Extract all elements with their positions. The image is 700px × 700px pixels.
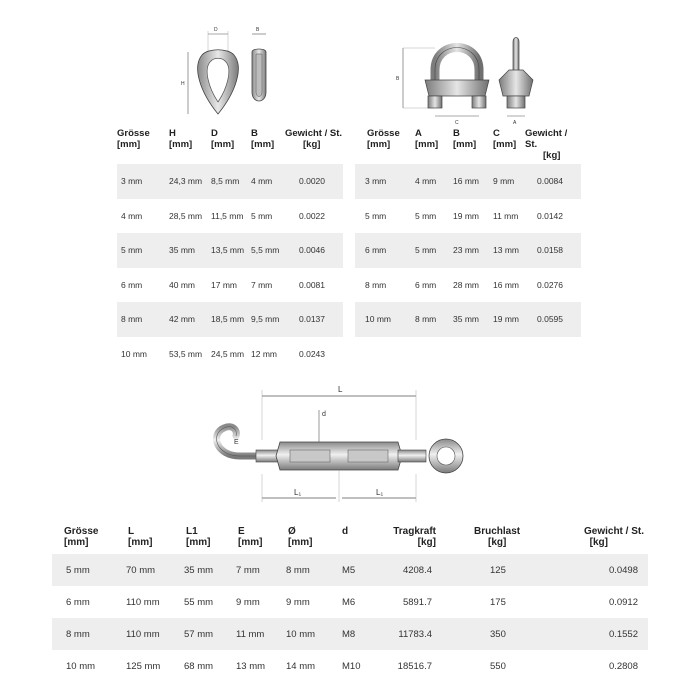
cell-d: M6 — [342, 596, 356, 608]
cell-gewicht: 0.0498 — [548, 554, 648, 586]
table-row — [355, 268, 581, 303]
dim-d-label: D — [214, 27, 218, 33]
cell-d: 8,5 mm — [207, 164, 247, 199]
cell-diameter: 14 mm — [286, 660, 316, 672]
cell-diameter: 9 mm — [286, 596, 310, 608]
cell-b: 35 mm — [443, 302, 483, 337]
cell-groesse: 3 mm — [355, 164, 405, 199]
header-h: H [mm] — [169, 128, 193, 150]
header-gewicht: Gewicht / St. [kg] — [583, 526, 644, 548]
cell-e: 11 mm — [228, 618, 278, 650]
cell-groesse: 8 mm — [365, 279, 387, 290]
dim-b-label: B — [396, 76, 400, 82]
wire-clip-table — [355, 124, 581, 337]
cell-a: 4 mm — [405, 164, 443, 199]
table-row — [52, 586, 648, 618]
cell-h: 40 mm — [169, 279, 195, 290]
cell-diameter: 8 mm — [278, 554, 334, 586]
cell-gewicht: 0.0142 — [537, 210, 563, 221]
table-row — [117, 164, 343, 199]
cell-gewicht: 0.0020 — [285, 164, 343, 199]
dim-l1-left-label: L₁ — [294, 488, 302, 497]
cell-d: 24,5 mm — [211, 348, 245, 359]
table-row — [117, 199, 343, 234]
cell-groesse: 6 mm — [355, 233, 405, 268]
cell-a: 5 mm — [415, 210, 437, 221]
header-bruchlast: Bruchlast [kg] — [474, 526, 521, 548]
cell-gewicht: 0.0137 — [285, 302, 343, 337]
cell-e: 13 mm — [236, 660, 266, 672]
cell-d: 11,5 mm — [211, 210, 244, 221]
header-gewicht: Gewicht / St. [kg] — [525, 128, 568, 161]
header-b: B [mm] — [453, 128, 477, 150]
thimble-table — [117, 124, 343, 371]
table-header-row — [117, 124, 343, 164]
cell-b: 23 mm — [443, 233, 483, 268]
header-groesse: Grösse [mm] — [117, 128, 150, 150]
header-c: C [mm] — [493, 128, 517, 150]
dim-h-label: H — [181, 81, 185, 87]
table-row — [355, 233, 581, 268]
cell-bruchlast: 175 — [490, 596, 506, 608]
cell-l: 110 mm — [126, 596, 160, 608]
cell-d: 13,5 mm — [207, 233, 247, 268]
cell-d: M10 — [342, 660, 361, 672]
cell-b: 16 mm — [443, 164, 483, 199]
dim-l1-right-label: L₁ — [376, 488, 384, 497]
header-l1: L1 [mm] — [186, 526, 211, 548]
cell-groesse: 4 mm — [121, 210, 143, 221]
dim-b-label: B — [256, 27, 260, 33]
cell-diameter: 10 mm — [278, 618, 334, 650]
cell-b: 28 mm — [453, 279, 479, 290]
cell-d: M5 — [334, 554, 376, 586]
cell-bruchlast: 125 — [462, 554, 548, 586]
cell-h: 24,3 mm — [165, 164, 207, 199]
cell-gewicht: 0.0084 — [521, 164, 581, 199]
table-row — [52, 650, 648, 682]
header-d: d — [342, 526, 349, 537]
cell-gewicht: 0.0158 — [521, 233, 581, 268]
dim-a-label: A — [513, 120, 517, 126]
table-row — [355, 199, 581, 234]
cell-c: 16 mm — [493, 279, 519, 290]
cell-gewicht: 0.0595 — [521, 302, 581, 337]
header-groesse: Grösse [mm] — [367, 128, 400, 150]
cell-groesse: 8 mm — [52, 618, 118, 650]
cell-b: 5,5 mm — [247, 233, 285, 268]
cell-a: 8 mm — [405, 302, 443, 337]
cell-a: 6 mm — [415, 279, 437, 290]
cell-b: 5 mm — [251, 210, 273, 221]
cell-e: 7 mm — [228, 554, 278, 586]
cell-gewicht: 0.0081 — [299, 279, 325, 290]
cell-h: 42 mm — [165, 302, 207, 337]
cell-a: 5 mm — [405, 233, 443, 268]
cell-d: M8 — [334, 618, 376, 650]
dim-l-label: L — [338, 385, 343, 394]
cell-tragkraft: 4208.4 — [376, 554, 462, 586]
table-row — [117, 337, 343, 372]
header-l: L [mm] — [128, 526, 153, 548]
header-groesse: Grösse [mm] — [64, 526, 99, 548]
cell-gewicht: 0.1552 — [548, 618, 648, 650]
cell-gewicht: 0.0276 — [537, 279, 563, 290]
table-row — [117, 268, 343, 303]
turnbuckle-table — [52, 526, 648, 682]
cell-l: 70 mm — [118, 554, 176, 586]
cell-b: 12 mm — [251, 348, 277, 359]
table-row — [52, 618, 648, 650]
wire-clip-diagram — [395, 30, 545, 126]
thimble-diagram — [170, 22, 290, 122]
cell-c: 19 mm — [483, 302, 521, 337]
cell-l1: 57 mm — [176, 618, 228, 650]
cell-h: 53,5 mm — [169, 348, 203, 359]
cell-b: 9,5 mm — [247, 302, 285, 337]
header-b: B [mm] — [251, 128, 275, 150]
cell-h: 28,5 mm — [169, 210, 203, 221]
cell-l1: 68 mm — [184, 660, 214, 672]
table-row — [52, 554, 648, 586]
dim-d-label: d — [322, 411, 326, 418]
table-row — [355, 302, 581, 337]
cell-groesse: 5 mm — [52, 554, 118, 586]
cell-gewicht: 0.2808 — [608, 660, 638, 672]
cell-gewicht: 0.0243 — [299, 348, 325, 359]
table-row — [355, 164, 581, 199]
header-diameter: Ø [mm] — [288, 526, 313, 548]
cell-groesse: 3 mm — [117, 164, 165, 199]
header-d: D [mm] — [211, 128, 235, 150]
table-row — [117, 233, 343, 268]
header-a: A [mm] — [415, 128, 439, 150]
header-tragkraft: Tragkraft [kg] — [393, 526, 436, 548]
cell-b: 4 mm — [247, 164, 285, 199]
header-e: E [mm] — [238, 526, 263, 548]
cell-bruchlast: 350 — [462, 618, 548, 650]
cell-groesse: 5 mm — [365, 210, 387, 221]
cell-tragkraft: 11783.4 — [376, 618, 462, 650]
cell-groesse: 8 mm — [117, 302, 165, 337]
cell-e: 9 mm — [236, 596, 260, 608]
cell-gewicht: 0.0046 — [285, 233, 343, 268]
cell-l: 125 mm — [126, 660, 161, 672]
dim-c-label: C — [455, 120, 459, 126]
table-row — [117, 302, 343, 337]
cell-l1: 55 mm — [184, 596, 214, 608]
cell-gewicht: 0.0912 — [608, 596, 638, 608]
cell-c: 11 mm — [493, 210, 519, 221]
cell-groesse: 6 mm — [121, 279, 143, 290]
cell-gewicht: 0.0022 — [299, 210, 325, 221]
cell-c: 9 mm — [483, 164, 521, 199]
cell-h: 35 mm — [165, 233, 207, 268]
header-gewicht: Gewicht / St. [kg] — [285, 128, 343, 150]
cell-l: 110 mm — [118, 618, 176, 650]
cell-c: 13 mm — [483, 233, 521, 268]
cell-d: 18,5 mm — [207, 302, 247, 337]
table-header-row — [52, 526, 648, 554]
turnbuckle-diagram — [190, 380, 480, 505]
cell-tragkraft: 5891.7 — [402, 596, 432, 608]
cell-b: 19 mm — [453, 210, 479, 221]
cell-b: 7 mm — [251, 279, 273, 290]
cell-l1: 35 mm — [176, 554, 228, 586]
cell-groesse: 10 mm — [355, 302, 405, 337]
table-header-row — [355, 124, 581, 164]
cell-groesse: 5 mm — [117, 233, 165, 268]
cell-groesse: 10 mm — [121, 348, 147, 359]
cell-d: 17 mm — [211, 279, 237, 290]
cell-groesse: 10 mm — [66, 660, 96, 672]
cell-bruchlast: 550 — [490, 660, 506, 672]
cell-groesse: 6 mm — [66, 596, 90, 608]
dim-e-label: E — [234, 439, 239, 446]
cell-tragkraft: 18516.7 — [397, 660, 432, 672]
